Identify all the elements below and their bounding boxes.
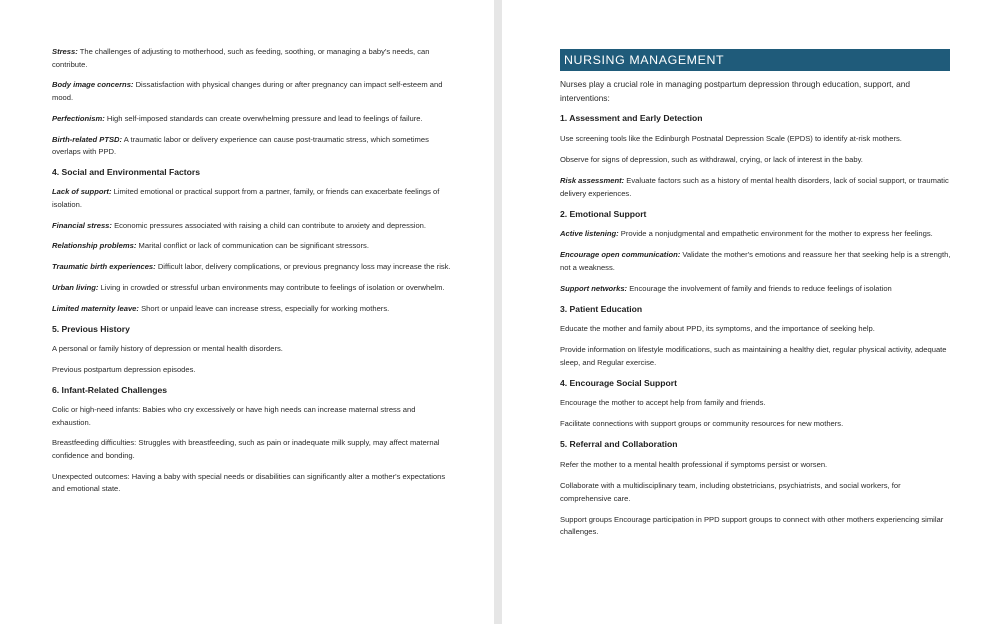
paragraph-text: Colic or high-need infants: Babies who cry excessively or have high needs can increase maternal stress and exhaustion. — [52, 404, 416, 427]
paragraph-label: Lack of support: — [52, 187, 112, 197]
paragraph — [560, 397, 954, 410]
paragraph — [560, 133, 954, 146]
section-heading: 1. Assessment and Early Detection — [560, 113, 703, 124]
paragraph-text: Dissatisfaction with physical changes during or after pregnancy can impact self-esteem and mood. — [52, 80, 443, 102]
paragraph — [560, 323, 954, 336]
paragraph — [52, 282, 454, 295]
paragraph — [52, 220, 454, 233]
paragraph-text: Use screening tools like the Edinburgh Postnatal Depression Scale (EPDS) to identify at-risk mothers. — [560, 133, 902, 143]
paragraph-text: The challenges of adjusting to motherhood, such as feeding, soothing, or managing a baby's needs, can contribute. — [52, 47, 430, 69]
section-heading: 3. Patient Education — [560, 303, 643, 314]
paragraph — [52, 134, 454, 159]
section-heading: 6. Infant-Related Challenges — [52, 384, 168, 395]
paragraph-label: Relationship problems: — [52, 241, 137, 251]
paragraph-label: Limited maternity leave: — [52, 303, 139, 313]
paragraph — [560, 418, 954, 431]
paragraph-text: Educate the mother and family about PPD, its symptoms, and the importance of seeking help. — [560, 324, 875, 334]
paragraph-label: Risk assessment: — [560, 175, 625, 185]
paragraph-text: High self-imposed standards can create overwhelming pressure and lead to feelings of failure. — [106, 113, 423, 123]
paragraph — [52, 364, 454, 377]
paragraph-text: Unexpected outcomes: Having a baby with special needs or disabilities can significantly alter a mother's expectations and emotional state. — [52, 471, 446, 494]
paragraph-text: Facilitate connections with support groups or community resources for new mothers. — [560, 419, 844, 429]
paragraph — [560, 249, 954, 274]
document-page-left — [0, 0, 494, 624]
section-heading: 5. Referral and Collaboration — [560, 439, 678, 450]
paragraph-text: Short or unpaid leave can increase stress, especially for working mothers. — [141, 303, 390, 313]
paragraph — [52, 404, 454, 429]
paragraph-text: Difficult labor, delivery complications, or previous pregnancy loss may increase the risk. — [157, 262, 451, 272]
paragraph-text: Refer the mother to a mental health professional if symptoms persist or worsen. — [560, 459, 828, 469]
paragraph-text: Support groups Encourage participation in PPD support groups to connect with other mothers experiencing similar challenges. — [560, 514, 944, 537]
paragraph-label: Financial stress: — [52, 220, 112, 230]
section-heading: 2. Emotional Support — [560, 208, 647, 219]
paragraph-label: Encourage open communication: — [560, 250, 681, 260]
paragraph — [52, 79, 454, 104]
intro-paragraph: Nurses play a crucial role in managing postpartum depression through education, support, and interventions: — [560, 79, 911, 103]
paragraph — [560, 283, 954, 296]
paragraph-text: A traumatic labor or delivery experience can cause post-traumatic stress, which sometimes overlaps with PPD. — [52, 134, 429, 157]
paragraph — [560, 514, 954, 539]
paragraph-label: Traumatic birth experiences: — [52, 262, 156, 272]
paragraph — [52, 46, 454, 71]
paragraph — [52, 261, 454, 274]
paragraph-text: Encourage the involvement of family and friends to reduce feelings of isolation — [629, 283, 892, 293]
paragraph — [560, 480, 954, 505]
document-page-right — [502, 0, 1000, 624]
paragraph-text: Provide information on lifestyle modifications, such as maintaining a healthy diet, regular physical activity, adequate sleep, and Regular exercise. — [560, 345, 947, 367]
paragraph — [560, 228, 954, 241]
section-heading: 4. Social and Environmental Factors — [52, 166, 201, 177]
paragraph-label: Urban living: — [52, 283, 99, 293]
paragraph-text: Validate the mother's emotions and reassure her that seeking help is a strength, not a weakness. — [560, 250, 951, 272]
paragraph-text: Marital conflict or lack of communication can be significant stressors. — [138, 241, 369, 251]
section-heading: 5. Previous History — [52, 323, 130, 334]
section-title-banner: NURSING MANAGEMENT — [560, 49, 950, 71]
paragraph — [52, 240, 454, 253]
paragraph-text: Limited emotional or practical support from a partner, family, or friends can exacerbate feelings of isolation. — [52, 187, 440, 209]
paragraph-text: Economic pressures associated with raising a child can contribute to anxiety and depression. — [114, 220, 426, 230]
paragraph — [560, 154, 954, 167]
paragraph-text: A personal or family history of depression or mental health disorders. — [52, 343, 283, 353]
paragraph — [52, 437, 454, 462]
paragraph-label: Stress: — [52, 47, 78, 56]
paragraph — [560, 175, 954, 200]
paragraph-label: Support networks: — [560, 283, 628, 293]
paragraph-text: Previous postpartum depression episodes. — [52, 364, 196, 374]
paragraph-label: Body image concerns: — [52, 80, 134, 90]
paragraph-text: Encourage the mother to accept help from family and friends. — [560, 398, 766, 408]
paragraph-label: Active listening: — [560, 229, 619, 239]
paragraph-text: Observe for signs of depression, such as withdrawal, crying, or lack of interest in the baby. — [560, 154, 863, 164]
paragraph — [52, 303, 454, 316]
paragraph-text: Evaluate factors such as a history of mental health disorders, lack of social support, or traumatic delivery experiences. — [560, 175, 949, 198]
section-heading: 4. Encourage Social Support — [560, 377, 677, 388]
paragraph — [560, 459, 954, 472]
paragraph-text: Collaborate with a multidisciplinary team, including obstetricians, psychiatrists, and social workers, for comprehensive care. — [560, 480, 901, 503]
paragraph — [52, 471, 454, 496]
paragraph-text: Breastfeeding difficulties: Struggles with breastfeeding, such as pain or inadequate milk supply, may affect maternal confidence and bonding. — [52, 438, 440, 460]
paragraph-label: Perfectionism: — [52, 113, 105, 123]
paragraph-text: Provide a nonjudgmental and empathetic environment for the mother to express her feelings. — [620, 229, 933, 239]
paragraph-label: Birth-related PTSD: — [52, 134, 123, 144]
paragraph — [52, 113, 454, 126]
paragraph — [52, 186, 454, 211]
paragraph — [560, 344, 954, 369]
right-page-content — [560, 113, 954, 538]
paragraph-text: Living in crowded or stressful urban environments may contribute to feelings of isolation or overwhelm. — [100, 283, 445, 293]
paragraph — [52, 343, 454, 356]
